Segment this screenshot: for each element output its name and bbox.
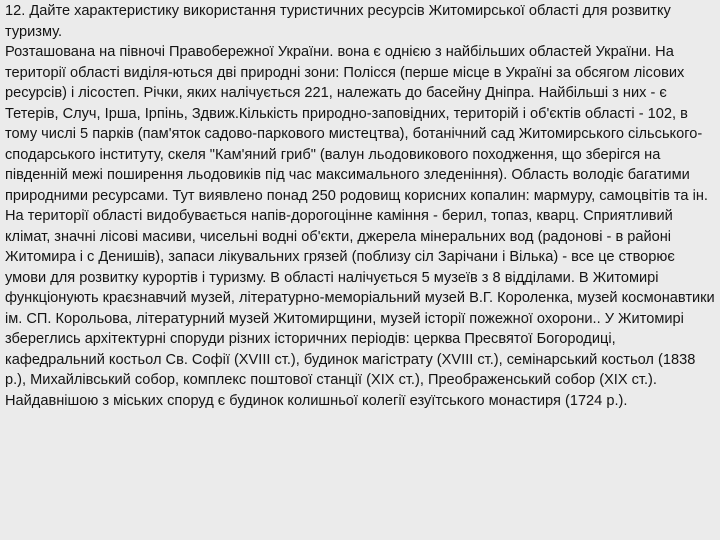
question-heading: 12. Дайте характеристику використання туристичних ресурсів Житомирської області для розвитку туризму. — [5, 3, 671, 40]
answer-paragraph: Розташована на півночі Правобережної України. вона є однією з найбільших областей України. На території області виділя-ються дві природні зони: Полісся (перше місце в Україні за обсягом лісових ресурсів) і лісостеп. Річки, яких налічується 221, належать до басейну Дніпра. Найбільші з них - є Тетерів, Случ, Ірша, Ірпінь, Здвиж.Кількість природно-заповідних, територій і об'єктів області - 102, в тому числі 5 парків (пам'яток садово-паркового мистецтва), ботанічний сад Житомирського сільського-сподарського інституту, скеля "Кам'яний гриб" (валун льодовикового походження, що зберігся на південній межі поширення льодовиків під час максимального зледеніння). Область володіє багатими природними ресурсами. Тут виявлено понад 250 родовищ корисних копалин: мармуру, самоцвітів та ін. На території області видобувається напів-дорогоцінне каміння - берил, топаз, кварц. Сприятливий клімат, значні лісові масиви, чисельні водні об'єкти, джерела мінеральних вод (радонові - в районі Житомира і с Денишів), запаси лікувальних грязей (поблизу сіл Зарічани і Вілька) - все це створює умови для розвитку курортів і туризму. В області налічується 5 музеїв з 8 відділами. В Житомирі функціонують краєзнавчий музей, літературно-меморіальний музей В.Г. Короленка, музей космонавтики ім. СП. Корольова, літературний музей Житомирщини, музей історії пожежної охорони.. У Житомирі збереглись архітектурні споруди різних історичних періодів: церква Пресвятої Богородиці, кафедральний костьол Св. Софії (XVIII ст.), будинок магістрату (XVIII ст.), семінарський костьол (1838 р.), Михайлівський собор, комплекс поштової станції (XIX ст.), Преображенський собор (XIX ст.). Найдавнішою з міських споруд є будинок колишньої колегії езуїтського монастиря (1724 р.). — [5, 44, 715, 409]
text-block — [5, 1, 715, 411]
